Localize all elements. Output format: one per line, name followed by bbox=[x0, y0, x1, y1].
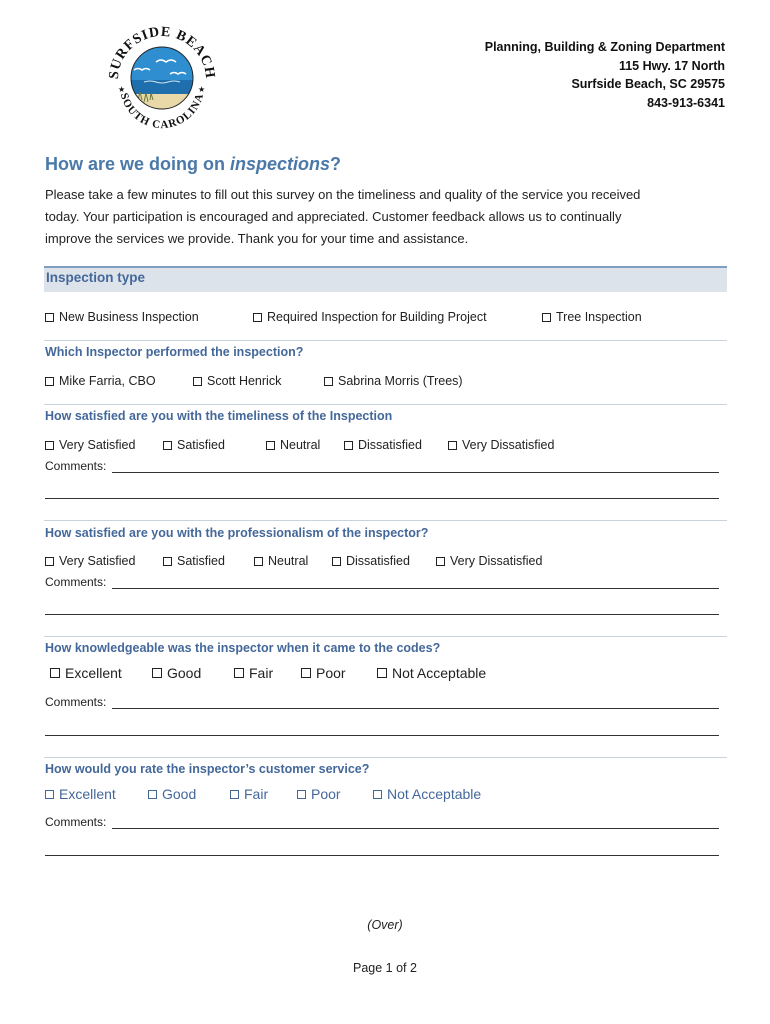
checkbox-timeliness-neutral[interactable] bbox=[266, 438, 320, 452]
knowledge-question: How knowledgeable was the inspector when it came to the codes? bbox=[45, 641, 441, 655]
customer-service-comments-label: Comments: bbox=[45, 815, 107, 829]
option-label: Scott Henrick bbox=[207, 374, 282, 388]
checkbox-icon bbox=[45, 441, 54, 450]
divider bbox=[44, 757, 727, 758]
checkbox-service-not-acceptable[interactable] bbox=[373, 786, 481, 802]
customer-service-comments-line-1[interactable] bbox=[112, 828, 719, 829]
option-label: Mike Farria, CBO bbox=[59, 374, 156, 388]
checkbox-icon bbox=[436, 557, 445, 566]
checkbox-icon bbox=[163, 557, 172, 566]
city-state-zip: Surfside Beach, SC 29575 bbox=[571, 77, 725, 91]
checkbox-icon bbox=[148, 790, 157, 799]
checkbox-knowledge-fair[interactable] bbox=[234, 665, 273, 681]
checkbox-icon bbox=[254, 557, 263, 566]
checkbox-icon bbox=[301, 668, 311, 678]
checkbox-service-poor[interactable] bbox=[297, 786, 341, 802]
option-label: New Business Inspection bbox=[59, 310, 199, 324]
checkbox-icon bbox=[324, 377, 333, 386]
checkbox-icon bbox=[50, 668, 60, 678]
option-label: Good bbox=[162, 786, 197, 802]
option-label: Satisfied bbox=[177, 438, 225, 452]
street-address: 115 Hwy. 17 North bbox=[618, 58, 725, 73]
over-note: (Over) bbox=[367, 918, 403, 932]
checkbox-tree-inspection[interactable] bbox=[542, 310, 642, 324]
checkbox-knowledge-good[interactable] bbox=[152, 665, 201, 681]
timeliness-comments-line-1[interactable] bbox=[112, 472, 719, 473]
option-label: Good bbox=[167, 665, 202, 681]
inspection-type-heading: Inspection type bbox=[46, 270, 146, 285]
option-label: Dissatisfied bbox=[346, 554, 410, 568]
surfside-beach-logo bbox=[104, 20, 220, 136]
divider bbox=[44, 404, 727, 405]
divider bbox=[44, 340, 727, 341]
checkbox-icon bbox=[297, 790, 306, 799]
checkbox-icon bbox=[448, 441, 457, 450]
option-label: Excellent bbox=[59, 786, 116, 802]
title-emphasis: inspections bbox=[230, 154, 331, 174]
intro-paragraph bbox=[45, 184, 725, 250]
checkbox-icon bbox=[193, 377, 202, 386]
svg-text:★: ★ bbox=[118, 85, 126, 94]
checkbox-professionalism-neutral[interactable] bbox=[254, 554, 308, 568]
checkbox-professionalism-very-dissatisfied[interactable] bbox=[436, 554, 542, 568]
checkbox-icon bbox=[542, 313, 551, 322]
page-number: Page 1 of 2 bbox=[353, 961, 417, 975]
option-label: Sabrina Morris (Trees) bbox=[338, 374, 463, 388]
inspector-question: Which Inspector performed the inspection? bbox=[45, 345, 304, 359]
checkbox-new-business-inspection[interactable] bbox=[45, 310, 199, 324]
timeliness-comments-label: Comments: bbox=[45, 459, 107, 473]
title-prefix: How are we doing on bbox=[45, 154, 231, 174]
checkbox-icon bbox=[253, 313, 262, 322]
checkbox-icon bbox=[163, 441, 172, 450]
option-label: Fair bbox=[249, 665, 274, 681]
knowledge-comments-line-1[interactable] bbox=[112, 708, 719, 709]
customer-service-comments-line-2[interactable] bbox=[45, 855, 719, 856]
checkbox-icon bbox=[266, 441, 275, 450]
checkbox-knowledge-not-acceptable[interactable] bbox=[377, 665, 486, 681]
checkbox-service-fair[interactable] bbox=[230, 786, 268, 802]
phone-number: 843-913-6341 bbox=[647, 95, 725, 110]
option-label: Very Dissatisfied bbox=[450, 554, 543, 568]
checkbox-required-inspection[interactable] bbox=[253, 310, 487, 324]
option-label: Excellent bbox=[65, 665, 122, 681]
intro-line: Please take a few minutes to fill out this survey on the timeliness and quality of the service you received bbox=[45, 187, 641, 202]
option-label: Fair bbox=[244, 786, 269, 802]
option-label: Not Acceptable bbox=[387, 786, 482, 802]
option-label: Neutral bbox=[268, 554, 309, 568]
option-label: Poor bbox=[311, 786, 341, 802]
option-label: Poor bbox=[316, 665, 346, 681]
divider bbox=[44, 636, 727, 637]
page-title bbox=[45, 154, 341, 175]
logo-top-text: SURFSIDE BEACH bbox=[106, 24, 218, 80]
svg-text:★: ★ bbox=[198, 85, 206, 94]
professionalism-comments-line-2[interactable] bbox=[45, 614, 719, 615]
option-label: Dissatisfied bbox=[358, 438, 422, 452]
checkbox-icon bbox=[230, 790, 239, 799]
department-name: Planning, Building & Zoning Department bbox=[484, 40, 725, 54]
checkbox-knowledge-poor[interactable] bbox=[301, 665, 346, 681]
option-label: Tree Inspection bbox=[556, 310, 642, 324]
department-address bbox=[485, 38, 725, 112]
checkbox-icon bbox=[377, 668, 387, 678]
option-label: Neutral bbox=[280, 438, 321, 452]
option-label: Very Satisfied bbox=[59, 554, 136, 568]
timeliness-comments-line-2[interactable] bbox=[45, 498, 719, 499]
checkbox-professionalism-very-satisfied[interactable] bbox=[45, 554, 135, 568]
professionalism-question: How satisfied are you with the professionalism of the inspector? bbox=[45, 526, 429, 540]
checkbox-icon bbox=[373, 790, 382, 799]
section-band bbox=[44, 266, 727, 292]
timeliness-question: How satisfied are you with the timeliness of the Inspection bbox=[45, 409, 393, 423]
checkbox-professionalism-dissatisfied[interactable] bbox=[332, 554, 410, 568]
checkbox-icon bbox=[152, 668, 162, 678]
professionalism-comments-label: Comments: bbox=[45, 575, 107, 589]
knowledge-comments-label: Comments: bbox=[45, 695, 107, 709]
option-label: Required Inspection for Building Project bbox=[267, 310, 487, 324]
option-label: Not Acceptable bbox=[392, 665, 487, 681]
checkbox-icon bbox=[332, 557, 341, 566]
option-label: Satisfied bbox=[177, 554, 225, 568]
checkbox-timeliness-satisfied[interactable] bbox=[163, 438, 225, 452]
checkbox-service-excellent[interactable] bbox=[45, 786, 116, 802]
intro-line: improve the services we provide. Thank you for your time and assistance. bbox=[45, 231, 469, 246]
checkbox-knowledge-excellent[interactable] bbox=[50, 665, 122, 681]
checkbox-inspector-mike-farria[interactable] bbox=[45, 374, 156, 388]
checkbox-icon bbox=[45, 557, 54, 566]
knowledge-comments-line-2[interactable] bbox=[45, 735, 719, 736]
customer-service-question: How would you rate the inspector’s customer service? bbox=[45, 762, 370, 776]
checkbox-icon bbox=[344, 441, 353, 450]
divider bbox=[44, 520, 727, 521]
checkbox-timeliness-very-dissatisfied[interactable] bbox=[448, 438, 554, 452]
checkbox-icon bbox=[45, 377, 54, 386]
checkbox-inspector-scott-henrick[interactable] bbox=[193, 374, 281, 388]
logo-bottom-text: SOUTH CAROLINA bbox=[117, 91, 207, 132]
checkbox-icon bbox=[45, 790, 54, 799]
checkbox-inspector-sabrina-morris[interactable] bbox=[324, 374, 463, 388]
option-label: Very Dissatisfied bbox=[462, 438, 555, 452]
checkbox-professionalism-satisfied[interactable] bbox=[163, 554, 225, 568]
professionalism-comments-line-1[interactable] bbox=[112, 588, 719, 589]
checkbox-icon bbox=[234, 668, 244, 678]
option-label: Very Satisfied bbox=[59, 438, 136, 452]
checkbox-service-good[interactable] bbox=[148, 786, 196, 802]
checkbox-timeliness-very-satisfied[interactable] bbox=[45, 438, 135, 452]
title-suffix: ? bbox=[330, 154, 342, 174]
checkbox-icon bbox=[45, 313, 54, 322]
intro-line: today. Your participation is encouraged and appreciated. Customer feedback allows us to continually bbox=[45, 209, 622, 224]
checkbox-timeliness-dissatisfied[interactable] bbox=[344, 438, 422, 452]
